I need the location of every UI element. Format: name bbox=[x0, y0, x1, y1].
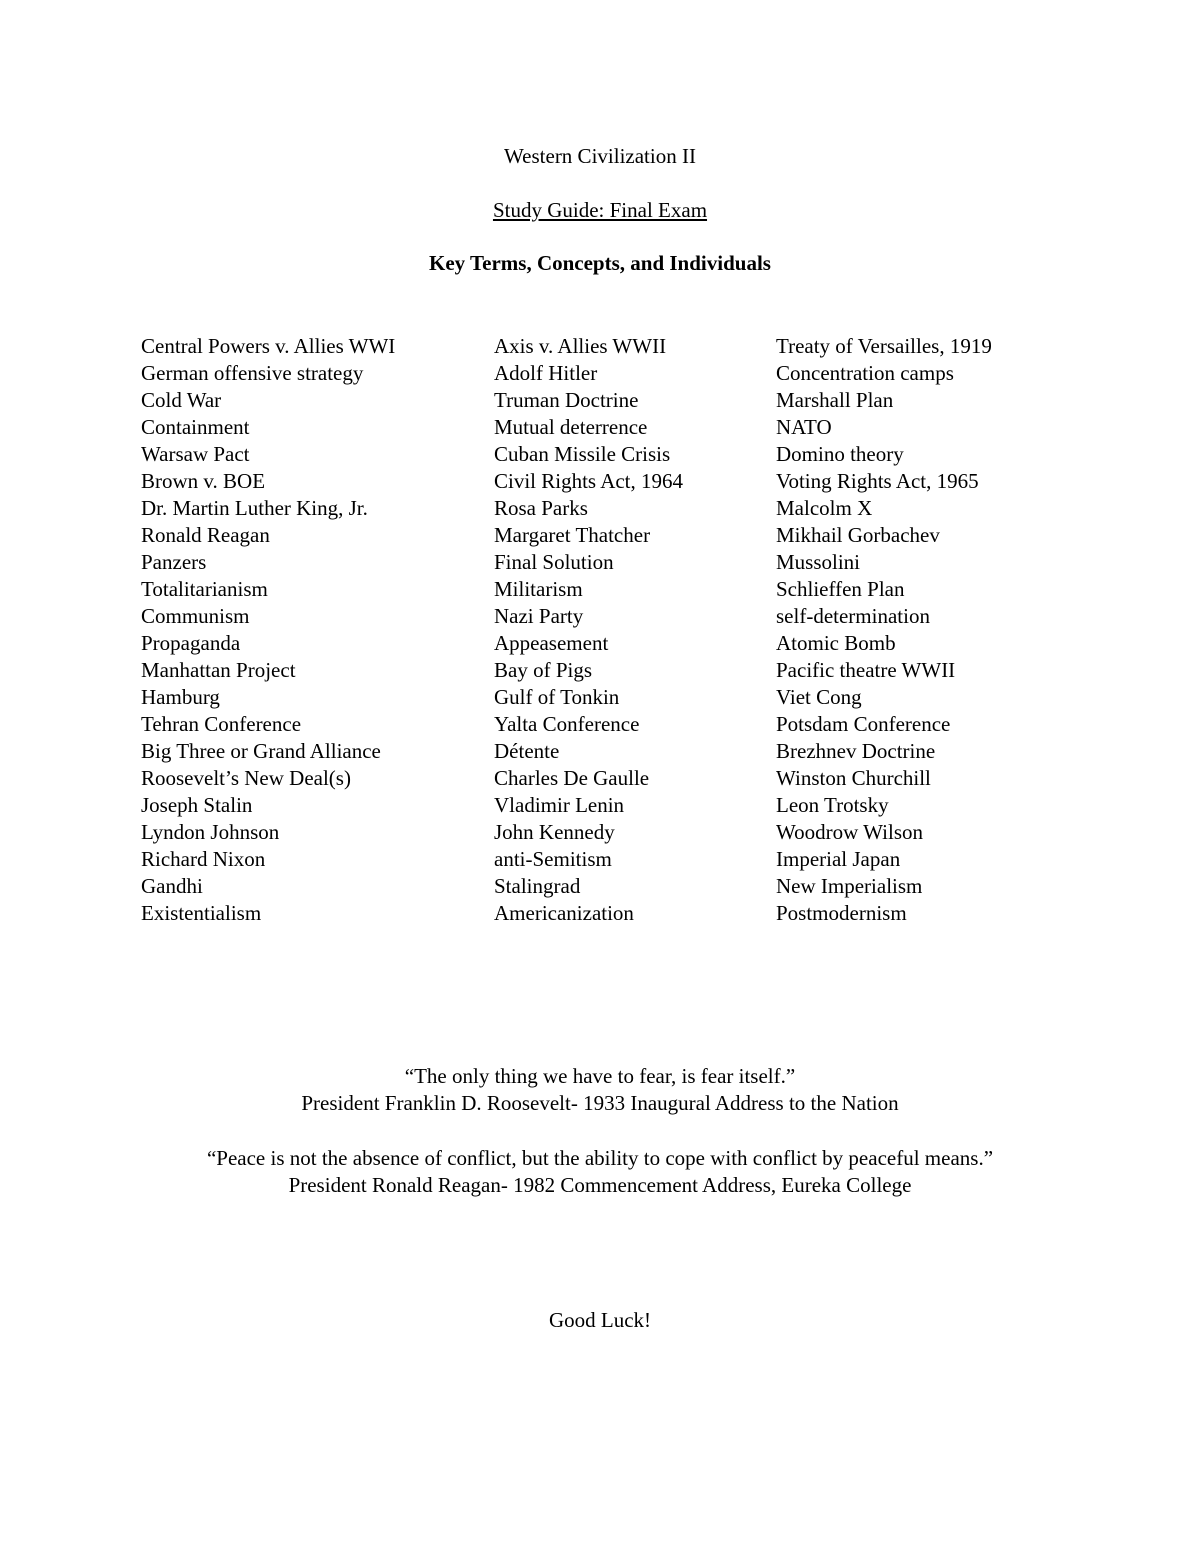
term-item: Leon Trotsky bbox=[776, 793, 889, 817]
term-item: Imperial Japan bbox=[776, 847, 901, 871]
term-item: John Kennedy bbox=[494, 820, 615, 844]
term-item: Adolf Hitler bbox=[494, 361, 598, 385]
term-item: Cuban Missile Crisis bbox=[494, 442, 671, 466]
term-item: Propaganda bbox=[141, 631, 241, 655]
term-item: Civil Rights Act, 1964 bbox=[494, 469, 684, 493]
term-item: Treaty of Versailles, 1919 bbox=[776, 334, 992, 358]
quote-text: “The only thing we have to fear, is fear itself.” bbox=[404, 1064, 796, 1088]
term-item: Totalitarianism bbox=[141, 577, 268, 601]
term-item: Schlieffen Plan bbox=[776, 577, 905, 601]
term-item: Cold War bbox=[141, 388, 222, 412]
term-item: Militarism bbox=[494, 577, 583, 601]
term-item: Mussolini bbox=[776, 550, 861, 574]
term-item: Ronald Reagan bbox=[141, 523, 270, 547]
term-item: Joseph Stalin bbox=[141, 793, 253, 817]
term-item: Mutual deterrence bbox=[494, 415, 648, 439]
term-item: Gulf of Tonkin bbox=[494, 685, 620, 709]
term-item: Americanization bbox=[494, 901, 634, 925]
term-item: Mikhail Gorbachev bbox=[776, 523, 940, 547]
term-item: Warsaw Pact bbox=[141, 442, 250, 466]
closing-message: Good Luck! bbox=[548, 1308, 652, 1332]
term-item: Appeasement bbox=[494, 631, 609, 655]
term-item: Viet Cong bbox=[776, 685, 862, 709]
terms-column-1 bbox=[141, 333, 395, 927]
term-item: Panzers bbox=[141, 550, 207, 574]
term-item: Brown v. BOE bbox=[141, 469, 266, 493]
quote-attribution: President Franklin D. Roosevelt- 1933 Inaugural Address to the Nation bbox=[301, 1091, 899, 1115]
term-item: Final Solution bbox=[494, 550, 614, 574]
term-item: Voting Rights Act, 1965 bbox=[776, 469, 979, 493]
term-item: Rosa Parks bbox=[494, 496, 588, 520]
term-item: Big Three or Grand Alliance bbox=[141, 739, 381, 763]
term-item: Central Powers v. Allies WWI bbox=[141, 334, 396, 358]
term-item: Yalta Conference bbox=[494, 712, 640, 736]
term-item: Lyndon Johnson bbox=[141, 820, 280, 844]
term-item: Nazi Party bbox=[494, 604, 584, 628]
term-item: German offensive strategy bbox=[141, 361, 364, 385]
quote-attribution: President Ronald Reagan- 1982 Commencement Address, Eureka College bbox=[288, 1173, 912, 1197]
term-item: Hamburg bbox=[141, 685, 220, 709]
term-item: Postmodernism bbox=[776, 901, 907, 925]
document-subtitle: Study Guide: Final Exam bbox=[492, 198, 708, 222]
term-item: Containment bbox=[141, 415, 250, 439]
term-item: NATO bbox=[776, 415, 832, 439]
term-item: Domino theory bbox=[776, 442, 904, 466]
term-item: Détente bbox=[494, 739, 560, 763]
terms-column-3 bbox=[776, 333, 992, 927]
term-item: Vladimir Lenin bbox=[494, 793, 625, 817]
term-item: Axis v. Allies WWII bbox=[494, 334, 667, 358]
term-item: New Imperialism bbox=[776, 874, 923, 898]
term-item: Tehran Conference bbox=[141, 712, 302, 736]
term-item: Manhattan Project bbox=[141, 658, 296, 682]
term-item: Potsdam Conference bbox=[776, 712, 951, 736]
term-item: Pacific theatre WWII bbox=[776, 658, 956, 682]
term-item: Richard Nixon bbox=[141, 847, 266, 871]
term-item: Concentration camps bbox=[776, 361, 954, 385]
term-item: Gandhi bbox=[141, 874, 203, 898]
term-item: Margaret Thatcher bbox=[494, 523, 651, 547]
term-item: Brezhnev Doctrine bbox=[776, 739, 936, 763]
term-item: Truman Doctrine bbox=[494, 388, 639, 412]
term-item: Existentialism bbox=[141, 901, 262, 925]
term-item: Dr. Martin Luther King, Jr. bbox=[141, 496, 368, 520]
term-item: anti-Semitism bbox=[494, 847, 612, 871]
section-heading: Key Terms, Concepts, and Individuals bbox=[429, 251, 771, 275]
term-item: self-determination bbox=[776, 604, 930, 628]
term-item: Marshall Plan bbox=[776, 388, 894, 412]
term-item: Stalingrad bbox=[494, 874, 581, 898]
term-item: Communism bbox=[141, 604, 250, 628]
term-item: Winston Churchill bbox=[776, 766, 931, 790]
terms-column-2 bbox=[494, 333, 683, 927]
term-item: Bay of Pigs bbox=[494, 658, 593, 682]
term-item: Charles De Gaulle bbox=[494, 766, 650, 790]
document-title: Western Civilization II bbox=[504, 144, 696, 168]
quote-text: “Peace is not the absence of conflict, but the ability to cope with conflict by peaceful means.” bbox=[206, 1146, 994, 1170]
term-item: Malcolm X bbox=[776, 496, 873, 520]
term-item: Woodrow Wilson bbox=[776, 820, 923, 844]
term-item: Roosevelt’s New Deal(s) bbox=[141, 766, 351, 790]
term-item: Atomic Bomb bbox=[776, 631, 896, 655]
